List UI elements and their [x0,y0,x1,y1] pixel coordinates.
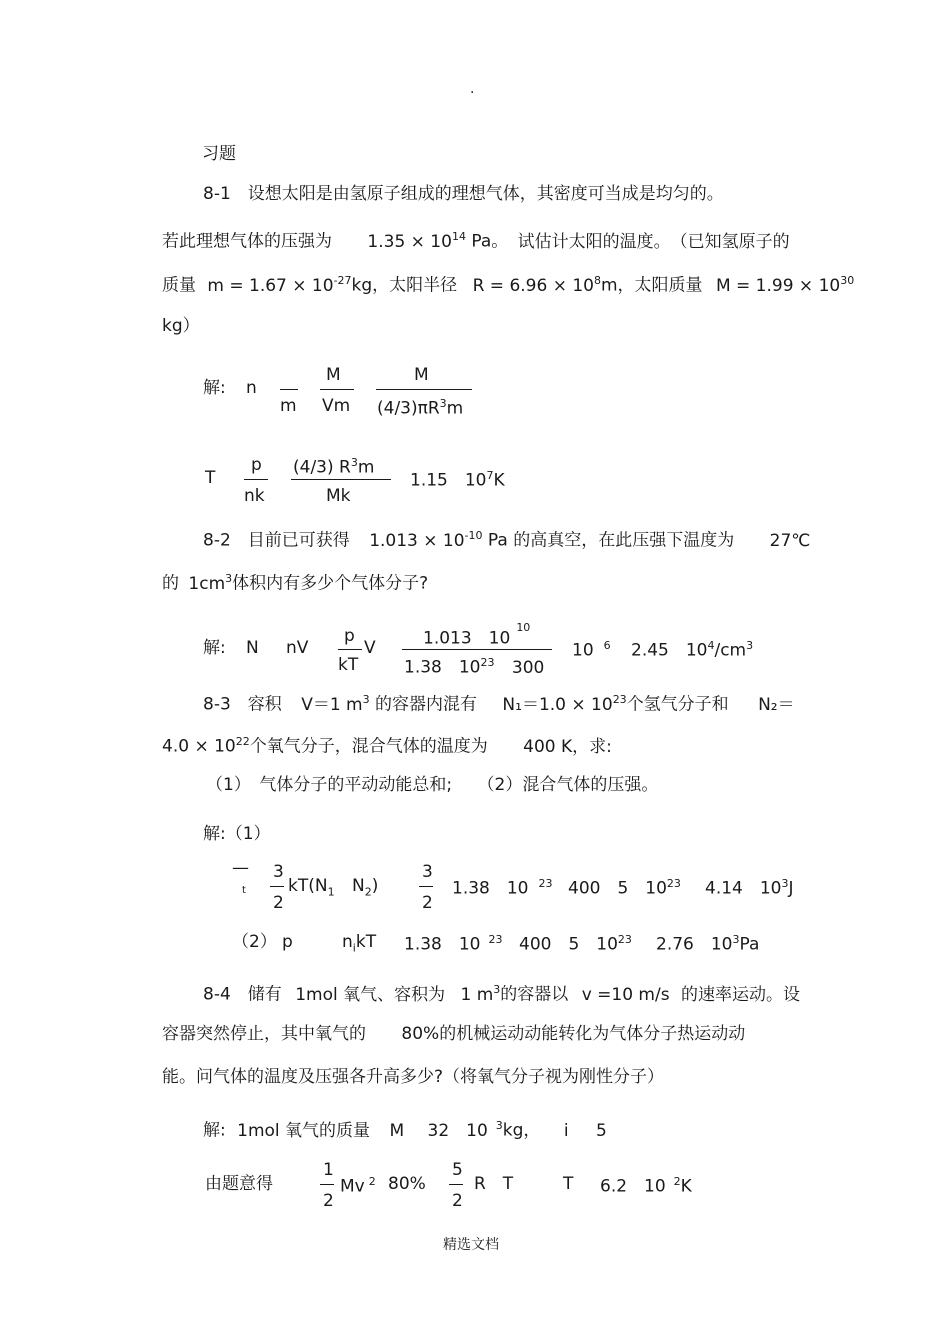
temperature: 400 K，求: [523,736,612,757]
volume: 1 m [460,984,494,1005]
text: 的机械运动动能转化为气体分子热运动动 [439,1024,746,1044]
text: 1.15 10 [410,470,487,491]
text: 试估计太阳的温度。 （已知氢原子的 [517,231,790,252]
text: 1.38 10 [404,934,481,955]
volume: V＝1 m [301,694,363,715]
result [705,878,794,898]
value [404,934,502,954]
expression [342,934,376,953]
n2-label: N₂＝ [758,694,795,715]
text: 2.76 10 [656,934,733,955]
solution-label: 解:（1） [203,824,271,844]
subscript: i [352,941,356,955]
volume: 1cm [188,573,226,594]
fraction-bar [449,1184,463,1185]
fraction-denominator [404,657,544,677]
symbol-N: N [246,638,259,658]
exponent: 14 [451,230,466,243]
symbol-p: p [282,932,293,952]
symbol-T: T [563,1174,574,1194]
exponent: -10 [464,529,483,542]
unit: kg， [502,1120,541,1141]
exponent: 3 [732,933,740,946]
unit: /cm [714,640,747,661]
fraction-denominator: Vm [322,396,351,416]
multiplier [572,640,611,660]
text: 的容器内混有 [375,694,478,715]
problem-8-3-line-2 [162,736,612,756]
exponent: 23 [612,693,627,706]
expression [340,1176,376,1196]
text: 体积内有多少个气体分子? [232,573,429,594]
value: 32 10 [427,1120,488,1141]
symbol-i: i [563,1120,569,1141]
text: 个氧气分子，混合气体的温度为 [249,736,488,757]
fraction-denominator: 2 [422,893,433,913]
value [452,878,552,898]
text: 1mol 氧气的质量 [237,1120,371,1141]
text: 4.14 10 [705,878,782,899]
exponent: 23 [480,656,495,669]
text: 10 [572,640,594,661]
text: Pa 的高真空，在此压强下温度为 [487,530,735,551]
fraction-numerator: 5 [452,1160,463,1180]
fraction-denominator: 2 [452,1191,463,1211]
subscript: 1 [327,885,335,899]
mass-unit: kg，太阳半径 [351,275,458,296]
unit: J [788,878,794,899]
fraction-bar [338,649,362,650]
sub-label: （2） [232,932,277,952]
sun-mass-value: M = 1.99 × 10 [715,275,841,296]
fraction-denominator: 2 [323,1191,334,1211]
subscript-t: t [242,885,246,896]
text: 1.38 10 [452,878,529,899]
exponent: 3 [350,456,358,469]
fraction-numerator: p [251,455,262,475]
exponent: 3 [439,397,447,410]
exponent: 3 [495,1119,503,1132]
expression: R T [474,1174,514,1194]
value [568,878,681,898]
exponent: 30 [840,274,855,287]
exponent: 23 [538,877,553,890]
radius-unit: m，太阳质量 [600,275,703,296]
text: 300 [511,657,545,678]
text: m [446,398,464,419]
problem-8-1-line-4: kg） [162,316,200,336]
unit: Pa [739,934,760,955]
problem-8-4-line-2 [162,1026,745,1043]
subscript: 2 [364,885,372,899]
exponent: 2 [368,1175,376,1188]
text: (4/3) R [293,457,351,478]
text: 的容器以 [500,984,569,1005]
text: 400 5 10 [519,934,618,955]
text: 若此理想气体的压强为 [162,231,332,252]
fraction-numerator [423,621,531,649]
percentage: 80% [401,1024,440,1044]
problem-8-1-line-2 [162,231,790,251]
text: kT [355,932,377,952]
fraction-numerator: M [414,365,429,385]
mass-value: m = 1.67 × 10 [207,275,334,296]
exponent: 23 [666,877,681,890]
text: 个氢气分子和 [626,694,729,715]
fraction-bar [280,389,298,390]
fraction-bar [419,886,433,887]
exponent: -27 [333,274,352,287]
problem-8-4-line-1 [203,984,800,1004]
temperature: 27℃ [769,530,811,551]
text: 1.013 10 [423,628,511,649]
fraction-denominator: kT [338,655,359,675]
problem-8-4-line-3: 能。问气体的温度及压强各升高多少?（将氧气分子视为刚性分子） [162,1067,665,1087]
text: 质量 [162,275,196,296]
epsilon-bar: — [232,858,249,878]
value [519,934,632,954]
fraction-numerator: 1 [323,1160,334,1180]
symbol-nV: nV [286,638,309,658]
n2-value: 4.0 × 10 [162,736,236,757]
text: (4/3)πR [377,398,440,419]
text: 1.38 10 [404,657,481,678]
n1-value: N₁＝1.0 × 10 [502,694,613,715]
text: ) [371,876,379,896]
problem-8-1-line-1: 8-1 设想太阳是由氢原子组成的理想气体，其密度可当成是均匀的。 [203,184,724,204]
expression [288,878,378,897]
text: 8-2 目前已可获得 [203,530,350,551]
result [600,1176,692,1196]
exponent: 22 [235,735,250,748]
fraction-numerator: p [344,626,355,646]
fraction-bar [376,389,472,390]
fraction-bar [291,479,391,480]
unit: K [493,470,505,491]
fraction-numerator: 3 [273,862,284,882]
fraction-denominator: m [280,396,297,416]
solution-label: 解: [203,638,226,658]
text: kT(N [288,876,328,896]
footer-text: 精选文档 [443,1237,499,1253]
result [656,934,759,954]
text: 8-4 储有 [203,984,282,1005]
text: 2.45 10 [631,640,708,661]
exponent: 10 [516,621,531,634]
exponent: 3 [225,572,233,585]
text: Mv [340,1176,365,1197]
problem-8-3-questions: （1） 气体分子的平动动能总和; （2）混合气体的压强。 [206,775,659,795]
text: m [357,457,375,478]
fraction-denominator: 2 [273,893,284,913]
symbol-V: V [364,638,376,658]
percentage: 80% [388,1174,426,1194]
exponent: 3 [746,639,754,652]
fraction-bar [244,479,268,480]
text: N [351,876,365,896]
fraction-denominator: Mk [326,486,351,506]
text: 的速率运动。设 [680,984,800,1005]
text: 1mol 氧气、容积为 [295,984,446,1005]
exponent: 3 [493,983,501,996]
value: 5 [595,1120,607,1141]
text: 8-3 容积 [203,694,282,715]
solution-line [203,1120,607,1140]
text: 400 5 10 [568,878,667,899]
symbol-M: M [389,1120,405,1141]
text: 的 [162,573,179,594]
fraction-bar [320,1184,334,1185]
text: n [342,932,353,952]
pressure-unit: Pa。 [471,231,509,252]
fraction-denominator: nk [244,486,265,506]
result [410,470,505,490]
fraction-numerator [293,457,374,477]
equation-label: 由题意得 [205,1174,273,1194]
pressure-value: 1.35 × 10 [367,231,452,252]
exponent: 8 [593,274,601,287]
fraction-bar [270,886,284,887]
symbol-n: n [246,378,257,398]
fraction-bar [320,389,354,390]
fraction-numerator: M [326,365,341,385]
exponent: 7 [486,469,494,482]
problem-8-2-line-2 [162,573,428,593]
solution-label: 解: [203,378,226,398]
exponent: 2 [673,1175,681,1188]
speed: v =10 m/s [581,984,670,1005]
exponent: 23 [488,933,503,946]
radius-value: R = 6.96 × 10 [472,275,594,296]
result [631,640,753,660]
fraction-numerator: 3 [422,862,433,882]
text: 6.2 10 [600,1176,666,1197]
pressure-value: 1.013 × 10 [369,530,465,551]
text: 容器突然停止，其中氧气的 [162,1024,366,1044]
problem-8-2-line-1 [203,530,810,550]
fraction-denominator [377,398,463,418]
header-dot: . [470,81,475,97]
problem-8-1-line-3 [162,275,854,295]
exponent: 3 [362,693,370,706]
exponent: 3 [781,877,789,890]
exponent: 6 [603,639,611,652]
section-title: 习题 [202,144,236,164]
exponent: 23 [617,933,632,946]
fraction-bar [402,649,552,650]
solution-label: 解: [203,1120,226,1141]
unit: K [680,1176,692,1197]
exponent: 4 [707,639,715,652]
problem-8-3-line-1 [203,694,795,714]
symbol-T: T [205,468,216,488]
